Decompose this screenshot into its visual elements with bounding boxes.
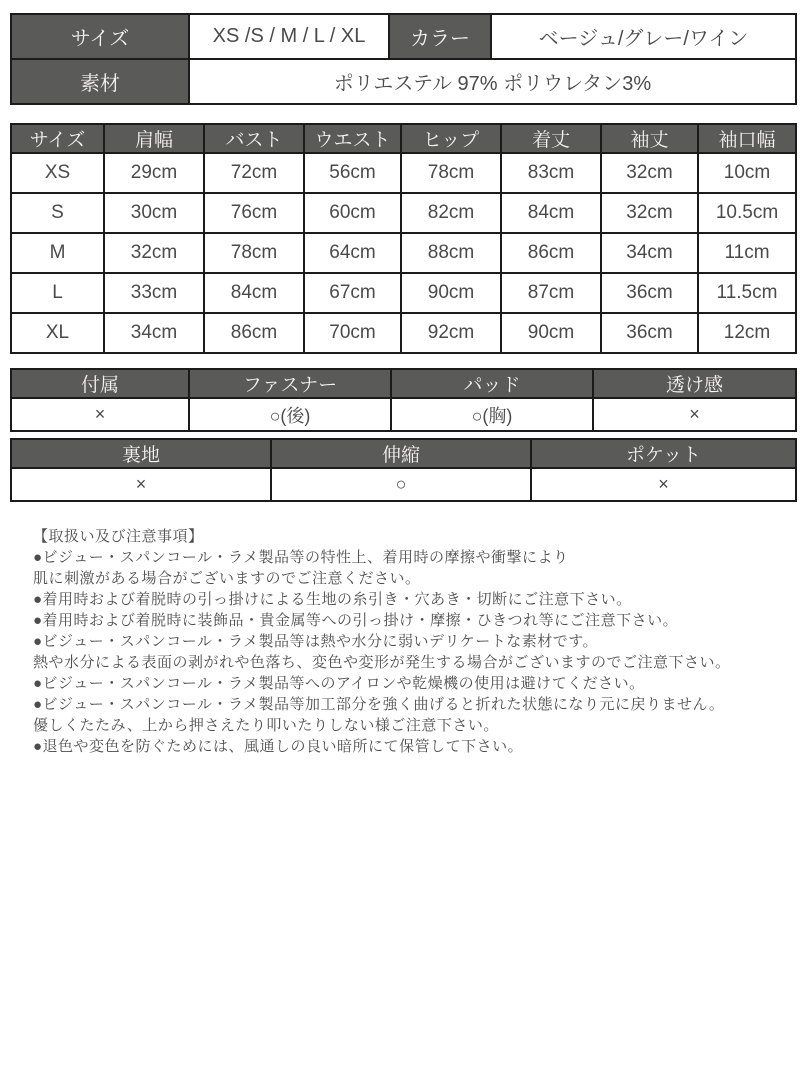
column-header: 袖丈: [601, 124, 698, 153]
measurement-cell: 12cm: [698, 313, 796, 353]
size-options-value: XS /S / M / L / XL: [189, 14, 389, 59]
measurement-cell: 86cm: [204, 313, 304, 353]
measurement-cell: 82cm: [401, 193, 501, 233]
measurement-cell: 76cm: [204, 193, 304, 233]
measurement-cell: 32cm: [601, 153, 698, 193]
measurement-cell: 90cm: [401, 273, 501, 313]
care-note-line: ●ビジュー・スパンコール・ラメ製品等の特性上、着用時の摩擦や衝撃により: [33, 549, 569, 566]
measurement-cell: 60cm: [304, 193, 401, 233]
size-chart-header-row: [11, 124, 796, 153]
care-note-line: ●ビジュー・スパンコール・ラメ製品等加工部分を強く曲げると折れた状態になり元に戻りません。: [33, 696, 725, 713]
column-header: 肩幅: [104, 124, 204, 153]
feature-value-cell: ×: [593, 398, 796, 431]
measurement-cell: 67cm: [304, 273, 401, 313]
care-note-line: ●ビジュー・スパンコール・ラメ製品等へのアイロンや乾燥機の使用は避けてください。: [33, 675, 645, 692]
care-notes-title: 【取扱い及び注意事項】: [33, 528, 204, 545]
column-header: 付属: [11, 369, 189, 398]
product-spec-sheet: [10, 13, 795, 757]
measurement-cell: 90cm: [501, 313, 601, 353]
feature-value-cell: ×: [531, 468, 796, 501]
measurement-cell: 64cm: [304, 233, 401, 273]
care-note-line: 熱や水分による表面の剥がれや色落ち、変色や変形が発生する場合がございますのでご注意下さい。: [33, 654, 731, 671]
column-header: 袖口幅: [698, 124, 796, 153]
table-row: [11, 313, 796, 353]
care-note-line: 肌に刺激がある場合がございますのでご注意ください。: [33, 570, 421, 587]
care-note-line: ●着用時および着脱時に装飾品・貴金属等への引っ掛け・摩擦・ひきつれ等にご注意下さい。: [33, 612, 679, 629]
info-table: [10, 13, 797, 105]
column-header: 伸縮: [271, 439, 531, 468]
color-label: カラー: [389, 14, 491, 59]
measurement-cell: 11cm: [698, 233, 796, 273]
measurement-cell: 78cm: [204, 233, 304, 273]
measurement-cell: 32cm: [601, 193, 698, 233]
table-row: [11, 273, 796, 313]
care-note-line: ●ビジュー・スパンコール・ラメ製品等は熱や水分に弱いデリケートな素材です。: [33, 633, 599, 650]
measurement-cell: 84cm: [204, 273, 304, 313]
measurement-cell: 30cm: [104, 193, 204, 233]
size-name-cell: M: [11, 233, 104, 273]
material-label: 素材: [11, 59, 189, 104]
table-row: [11, 14, 796, 59]
column-header: ポケット: [531, 439, 796, 468]
measurement-cell: 36cm: [601, 273, 698, 313]
measurement-cell: 11.5cm: [698, 273, 796, 313]
features-table-secondary: [10, 438, 797, 502]
measurement-cell: 83cm: [501, 153, 601, 193]
care-note-line: 優しくたたみ、上から押さえたり叩いたりしない様ご注意下さい。: [33, 717, 499, 734]
care-note-line: ●退色や変色を防ぐためには、風通しの良い暗所にて保管して下さい。: [33, 738, 524, 755]
measurement-cell: 78cm: [401, 153, 501, 193]
feature-value-cell: ○: [271, 468, 531, 501]
column-header: バスト: [204, 124, 304, 153]
features-value-row: [11, 398, 796, 431]
size-options-label: サイズ: [11, 14, 189, 59]
care-notes: [10, 526, 795, 757]
measurement-cell: 10.5cm: [698, 193, 796, 233]
measurement-cell: 88cm: [401, 233, 501, 273]
features-header-row: [11, 369, 796, 398]
column-header: 裏地: [11, 439, 271, 468]
size-name-cell: L: [11, 273, 104, 313]
column-header: サイズ: [11, 124, 104, 153]
measurement-cell: 32cm: [104, 233, 204, 273]
column-header: パッド: [391, 369, 593, 398]
column-header: ファスナー: [189, 369, 391, 398]
features-value-row: [11, 468, 796, 501]
measurement-cell: 36cm: [601, 313, 698, 353]
measurement-cell: 29cm: [104, 153, 204, 193]
measurement-cell: 87cm: [501, 273, 601, 313]
size-name-cell: S: [11, 193, 104, 233]
column-header: ヒップ: [401, 124, 501, 153]
measurement-cell: 10cm: [698, 153, 796, 193]
column-header: ウエスト: [304, 124, 401, 153]
care-note-line: ●着用時および着脱時の引っ掛けによる生地の糸引き・穴あき・切断にご注意下さい。: [33, 591, 632, 608]
size-chart-table: [10, 123, 797, 354]
feature-value-cell: ○(後): [189, 398, 391, 431]
table-row: [11, 59, 796, 104]
feature-value-cell: ○(胸): [391, 398, 593, 431]
size-name-cell: XL: [11, 313, 104, 353]
measurement-cell: 56cm: [304, 153, 401, 193]
table-row: [11, 233, 796, 273]
material-value: ポリエステル 97% ポリウレタン3%: [189, 59, 796, 104]
column-header: 透け感: [593, 369, 796, 398]
measurement-cell: 34cm: [104, 313, 204, 353]
feature-value-cell: ×: [11, 468, 271, 501]
measurement-cell: 86cm: [501, 233, 601, 273]
color-value: ベージュ/グレー/ワイン: [491, 14, 796, 59]
measurement-cell: 34cm: [601, 233, 698, 273]
column-header: 着丈: [501, 124, 601, 153]
measurement-cell: 84cm: [501, 193, 601, 233]
size-name-cell: XS: [11, 153, 104, 193]
table-row: [11, 153, 796, 193]
measurement-cell: 70cm: [304, 313, 401, 353]
feature-value-cell: ×: [11, 398, 189, 431]
measurement-cell: 72cm: [204, 153, 304, 193]
measurement-cell: 92cm: [401, 313, 501, 353]
features-header-row: [11, 439, 796, 468]
features-table-primary: [10, 368, 797, 432]
table-row: [11, 193, 796, 233]
measurement-cell: 33cm: [104, 273, 204, 313]
